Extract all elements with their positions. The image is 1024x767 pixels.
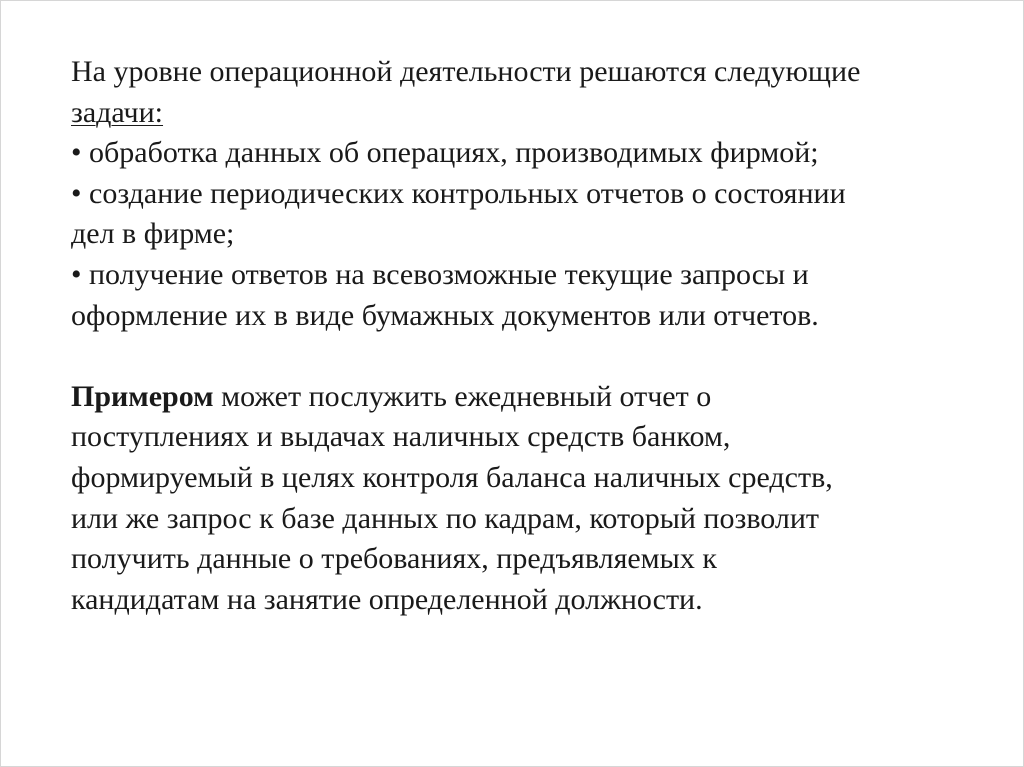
task-item-queries-line-1: • получение ответов на всевозможные текущие запросы и — [71, 257, 809, 291]
task-item-processing: • обработка данных об операциях, производимых фирмой; — [71, 136, 819, 170]
task-item-reports-line-1: • создание периодических контрольных отчетов о состоянии — [71, 176, 846, 210]
example-line-4: или же запрос к базе данных по кадрам, который позволит — [71, 501, 820, 535]
intro-underlined-word: задачи: — [71, 95, 164, 129]
task-item-queries-line-2: оформление их в виде бумажных документов или отчетов. — [71, 298, 819, 332]
slide-text-block — [71, 52, 991, 620]
example-line-2: поступлениях и выдачах наличных средств банком, — [71, 420, 731, 454]
intro-line-1: На уровне операционной деятельности решаются следующие — [71, 55, 861, 88]
example-bold-word: Примером — [71, 379, 214, 413]
example-line-3: формируемый в целях контроля баланса наличных средств, — [71, 460, 833, 494]
paragraph-gap — [71, 336, 991, 377]
example-line-1-rest: может послужить ежедневный отчет о — [213, 379, 712, 413]
example-line-6: кандидатам на занятие определенной должности. — [71, 582, 703, 616]
intro-line-2 — [71, 93, 991, 134]
example-line-1 — [71, 377, 991, 418]
task-item-reports-line-2: дел в фирме; — [71, 217, 235, 251]
example-line-5: получить данные о требованиях, предъявляемых к — [71, 542, 717, 576]
